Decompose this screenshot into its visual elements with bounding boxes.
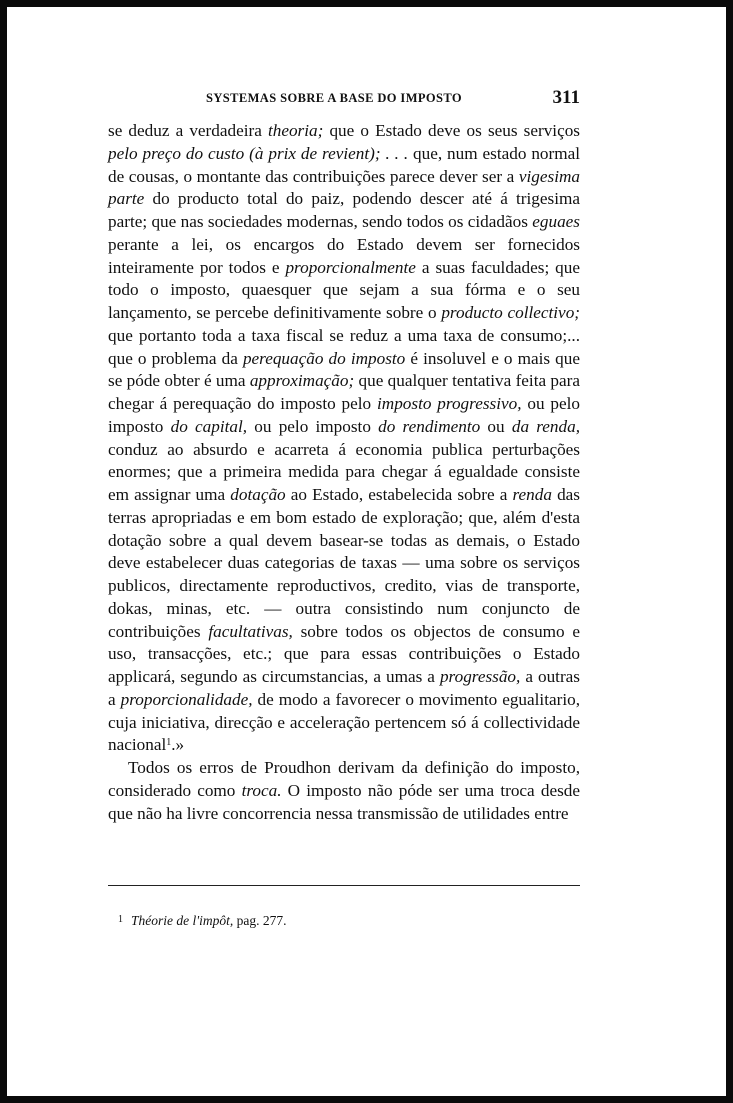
footnote-number: 1: [118, 914, 123, 925]
italic-phrase: perequação do imposto: [242, 348, 406, 368]
page-number: 311: [552, 87, 580, 108]
italic-phrase: renda: [512, 485, 552, 504]
text-run: Todos os erros de Proudhon derivam da definição do imposto, considerado como: [108, 758, 580, 800]
footnote-rule: [108, 885, 580, 886]
footnote-reference: 1: [166, 737, 172, 749]
text-run: de modo a favorecer o movimento egualitario, cuja iniciativa, direcção e acceleração pertencem só á collectividade nacional: [108, 689, 580, 755]
italic-phrase: do rendimento: [378, 416, 481, 436]
text-run: O imposto não póde ser uma troca desde que não ha livre concorrencia nessa transmissão de utilidades entre: [108, 780, 580, 823]
running-title: SYSTEMAS SOBRE A BASE DO IMPOSTO: [206, 91, 463, 105]
text-run: que portanto toda a taxa fiscal se reduz a uma taxa de consumo;... que o problema da: [108, 325, 580, 368]
italic-phrase: vigesima parte: [108, 166, 580, 209]
text-run: que o Estado deve os seus serviços: [323, 121, 580, 140]
text-run: a outras a: [108, 667, 580, 709]
italic-phrase: troca.: [241, 780, 282, 800]
text-run: ou pelo imposto: [108, 394, 581, 436]
italic-phrase: eguaes: [532, 212, 580, 231]
text-run: que, num estado normal de cousas, o montante das contribuições parece dever ser a: [108, 143, 580, 186]
italic-phrase: do capital,: [170, 416, 248, 436]
text-run: das terras apropriadas e em bom estado de exploração; que, além d'esta dotação sobre a qual devem basear-se todas as demais, o Estado deve estabelecer duas categorias de taxas — uma sobre os serviços publicos, directamente reproductivos, credito, vias de transporte, dokas, minas, etc. — outra consistindo num conjuncto de contribuições: [108, 485, 580, 641]
footnote: [118, 913, 287, 929]
text-run: se deduz a verdadeira: [108, 121, 268, 140]
text-run: ou pelo imposto: [247, 416, 379, 436]
text-run: perante a lei, os encargos do Estado devem ser fornecidos inteiramente por todos e: [108, 234, 580, 277]
italic-phrase: da renda,: [511, 416, 581, 436]
italic-phrase: producto collectivo;: [441, 303, 581, 322]
footnote-title: Théorie de l'impôt,: [131, 913, 234, 928]
text-run: ao Estado, estabelecida sobre a: [285, 485, 513, 504]
italic-phrase: imposto progressivo,: [377, 394, 522, 413]
text-run: é insoluvel e o mais que se póde obter é uma: [108, 348, 580, 391]
text-run: conduz ao absurdo e acarreta á economia publica perturbações enormes; que a primeira medida para chegar á egualdade consiste em assignar uma: [108, 439, 580, 504]
text-run: sobre todos os objectos de consumo e uso, transacções, etc.; que para essas contribuições o Estado applicará, segundo as circumstancias, a umas a: [108, 621, 580, 686]
paragraph-1: [108, 120, 580, 757]
italic-phrase: approximação;: [249, 371, 355, 391]
italic-phrase: progressão,: [439, 667, 521, 686]
scan-border-right: [726, 0, 733, 1103]
italic-phrase: theoria;: [267, 121, 324, 140]
italic-phrase: proporcionalmente: [285, 257, 416, 277]
scan-border-top: [0, 0, 733, 7]
text-run: do producto total do paiz, podendo descer até á trigesima parte; que nas sociedades modernas, sendo todos os cidadãos: [108, 189, 580, 231]
italic-phrase: pelo preço do custo (à prix de revient); . . .: [108, 143, 409, 163]
body-text: [108, 120, 580, 825]
text-run: a suas faculdades; que todo o imposto, quaesquer que sejam a sua fórma e o seu lançamento, se percebe definitivamente sobre o: [108, 257, 580, 322]
paragraph-2: [108, 757, 580, 825]
italic-phrase: dotação: [230, 485, 286, 504]
text-run: ou: [480, 416, 512, 436]
scan-border-bottom: [0, 1096, 733, 1103]
italic-phrase: facultativas,: [208, 621, 293, 641]
page-header: [108, 88, 580, 110]
footnote-text: pag. 277.: [233, 913, 287, 928]
quote-close: .»: [171, 735, 185, 755]
italic-phrase: proporcionalidade,: [120, 689, 253, 709]
scan-border-left: [0, 0, 7, 1103]
text-run: que qualquer tentativa feita para chegar á perequação do imposto pelo: [108, 371, 580, 413]
